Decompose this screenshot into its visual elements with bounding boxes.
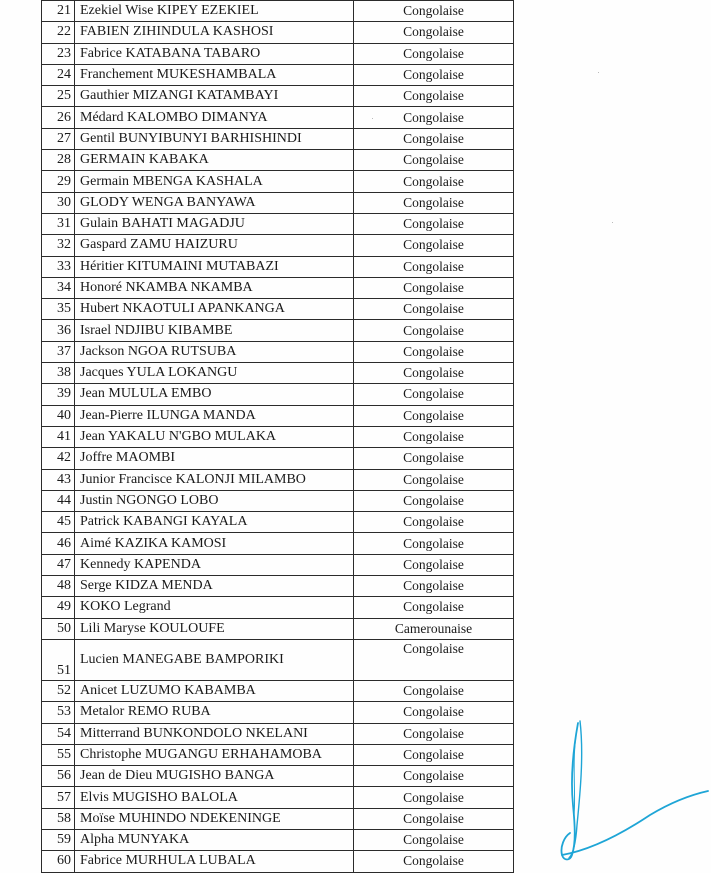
person-name: Serge KIDZA MENDA xyxy=(75,576,354,597)
nationality: Congolaise xyxy=(354,766,514,787)
table-row xyxy=(42,680,514,701)
table-row xyxy=(42,744,514,765)
row-number: 22 xyxy=(42,22,75,43)
nationality: Congolaise xyxy=(354,680,514,701)
person-name: Joffre MAOMBI xyxy=(75,448,354,469)
table-row xyxy=(42,723,514,744)
table-row xyxy=(42,808,514,829)
person-name: Germain MBENGA KASHALA xyxy=(75,171,354,192)
nationality: Congolaise xyxy=(354,469,514,490)
person-name: GLODY WENGA BANYAWA xyxy=(75,192,354,213)
row-number: 50 xyxy=(42,618,75,639)
table-row xyxy=(42,107,514,128)
table-row xyxy=(42,192,514,213)
nationality: Camerounaise xyxy=(354,618,514,639)
person-name: Christophe MUGANGU ERHAHAMOBA xyxy=(75,744,354,765)
person-name: Ezekiel Wise KIPEY EZEKIEL xyxy=(75,1,354,22)
nationality: Congolaise xyxy=(354,787,514,808)
row-number: 30 xyxy=(42,192,75,213)
table-row xyxy=(42,150,514,171)
person-name: Anicet LUZUMO KABAMBA xyxy=(75,680,354,701)
row-number: 29 xyxy=(42,171,75,192)
nationality: Congolaise xyxy=(354,702,514,723)
signature-icon xyxy=(550,715,710,865)
person-name: Mitterrand BUNKONDOLO NKELANI xyxy=(75,723,354,744)
row-number: 55 xyxy=(42,744,75,765)
row-number: 45 xyxy=(42,512,75,533)
person-name: Honoré NKAMBA NKAMBA xyxy=(75,277,354,298)
table-row xyxy=(42,43,514,64)
row-number: 52 xyxy=(42,680,75,701)
nationality: Congolaise xyxy=(354,22,514,43)
person-name: GERMAIN KABAKA xyxy=(75,150,354,171)
row-number: 39 xyxy=(42,384,75,405)
person-name: Lili Maryse KOULOUFE xyxy=(75,618,354,639)
row-number: 23 xyxy=(42,43,75,64)
table-row xyxy=(42,64,514,85)
person-name: Aimé KAZIKA KAMOSI xyxy=(75,533,354,554)
nationality: Congolaise xyxy=(354,256,514,277)
table-row xyxy=(42,766,514,787)
nationality: Congolaise xyxy=(354,341,514,362)
table-row xyxy=(42,86,514,107)
row-number: 46 xyxy=(42,533,75,554)
table-row xyxy=(42,533,514,554)
table-row xyxy=(42,277,514,298)
nationality: Congolaise xyxy=(354,1,514,22)
person-name: Gauthier MIZANGI KATAMBAYI xyxy=(75,86,354,107)
row-number: 37 xyxy=(42,341,75,362)
nationality: Congolaise xyxy=(354,107,514,128)
table-row xyxy=(42,128,514,149)
nationality: Congolaise xyxy=(354,384,514,405)
row-number: 24 xyxy=(42,64,75,85)
nationality: Congolaise xyxy=(354,363,514,384)
nationality: Congolaise xyxy=(354,512,514,533)
table-row xyxy=(42,341,514,362)
roster-body xyxy=(42,1,514,873)
nationality: Congolaise xyxy=(354,554,514,575)
table-row xyxy=(42,405,514,426)
nationality: Congolaise xyxy=(354,171,514,192)
nationality: Congolaise xyxy=(354,851,514,872)
nationality: Congolaise xyxy=(354,320,514,341)
table-row xyxy=(42,829,514,850)
row-number: 21 xyxy=(42,1,75,22)
nationality: Congolaise xyxy=(354,235,514,256)
row-number: 59 xyxy=(42,829,75,850)
roster-table xyxy=(41,0,514,873)
person-name: Hubert NKAOTULI APANKANGA xyxy=(75,299,354,320)
nationality: Congolaise xyxy=(354,744,514,765)
nationality: Congolaise xyxy=(354,426,514,447)
row-number: 56 xyxy=(42,766,75,787)
person-name: KOKO Legrand xyxy=(75,597,354,618)
table-row xyxy=(42,256,514,277)
table-row xyxy=(42,384,514,405)
table-row xyxy=(42,22,514,43)
row-number: 27 xyxy=(42,128,75,149)
table-row xyxy=(42,702,514,723)
row-number: 51 xyxy=(42,639,75,680)
row-number: 38 xyxy=(42,363,75,384)
row-number: 49 xyxy=(42,597,75,618)
table-row xyxy=(42,1,514,22)
table-row xyxy=(42,597,514,618)
row-number: 42 xyxy=(42,448,75,469)
row-number: 35 xyxy=(42,299,75,320)
person-name: Justin NGONGO LOBO xyxy=(75,490,354,511)
table-row xyxy=(42,512,514,533)
nationality: Congolaise xyxy=(354,192,514,213)
person-name: Kennedy KAPENDA xyxy=(75,554,354,575)
person-name: Junior Francisce KALONJI MILAMBO xyxy=(75,469,354,490)
row-number: 28 xyxy=(42,150,75,171)
person-name: Elvis MUGISHO BALOLA xyxy=(75,787,354,808)
nationality: Congolaise xyxy=(354,64,514,85)
person-name: Fabrice MURHULA LUBALA xyxy=(75,851,354,872)
nationality: Congolaise xyxy=(354,533,514,554)
table-row xyxy=(42,320,514,341)
person-name: Jean MULULA EMBO xyxy=(75,384,354,405)
row-number: 48 xyxy=(42,576,75,597)
table-row xyxy=(42,213,514,234)
row-number: 40 xyxy=(42,405,75,426)
person-name: Franchement MUKESHAMBALA xyxy=(75,64,354,85)
nationality: Congolaise xyxy=(354,86,514,107)
nationality: Congolaise xyxy=(354,448,514,469)
person-name: Gaspard ZAMU HAIZURU xyxy=(75,235,354,256)
person-name: Médard KALOMBO DIMANYA xyxy=(75,107,354,128)
table-row xyxy=(42,448,514,469)
table-row xyxy=(42,171,514,192)
person-name: Moïse MUHINDO NDEKENINGE xyxy=(75,808,354,829)
table-row xyxy=(42,490,514,511)
row-number: 31 xyxy=(42,213,75,234)
nationality: Congolaise xyxy=(354,213,514,234)
person-name: Metalor REMO RUBA xyxy=(75,702,354,723)
nationality: Congolaise xyxy=(354,639,514,680)
row-number: 33 xyxy=(42,256,75,277)
person-name: Jacques YULA LOKANGU xyxy=(75,363,354,384)
row-number: 58 xyxy=(42,808,75,829)
row-number: 57 xyxy=(42,787,75,808)
person-name: Jean-Pierre ILUNGA MANDA xyxy=(75,405,354,426)
scan-speck xyxy=(598,72,599,73)
scan-speck xyxy=(372,118,373,119)
row-number: 54 xyxy=(42,723,75,744)
nationality: Congolaise xyxy=(354,405,514,426)
person-name: Héritier KITUMAINI MUTABAZI xyxy=(75,256,354,277)
table-row xyxy=(42,576,514,597)
nationality: Congolaise xyxy=(354,299,514,320)
row-number: 43 xyxy=(42,469,75,490)
person-name: Fabrice KATABANA TABARO xyxy=(75,43,354,64)
row-number: 25 xyxy=(42,86,75,107)
nationality: Congolaise xyxy=(354,150,514,171)
nationality: Congolaise xyxy=(354,43,514,64)
person-name: Gentil BUNYIBUNYI BARHISHINDI xyxy=(75,128,354,149)
table-row xyxy=(42,639,514,680)
nationality: Congolaise xyxy=(354,829,514,850)
nationality: Congolaise xyxy=(354,597,514,618)
table-row xyxy=(42,235,514,256)
nationality: Congolaise xyxy=(354,128,514,149)
row-number: 32 xyxy=(42,235,75,256)
table-row xyxy=(42,469,514,490)
table-row xyxy=(42,299,514,320)
row-number: 36 xyxy=(42,320,75,341)
nationality: Congolaise xyxy=(354,723,514,744)
row-number: 34 xyxy=(42,277,75,298)
nationality: Congolaise xyxy=(354,808,514,829)
nationality: Congolaise xyxy=(354,490,514,511)
row-number: 26 xyxy=(42,107,75,128)
person-name: Israel NDJIBU KIBAMBE xyxy=(75,320,354,341)
table-row xyxy=(42,363,514,384)
person-name: Jackson NGOA RUTSUBA xyxy=(75,341,354,362)
nationality: Congolaise xyxy=(354,576,514,597)
person-name: Jean de Dieu MUGISHO BANGA xyxy=(75,766,354,787)
person-name: FABIEN ZIHINDULA KASHOSI xyxy=(75,22,354,43)
person-name: Jean YAKALU N'GBO MULAKA xyxy=(75,426,354,447)
table-row xyxy=(42,426,514,447)
row-number: 60 xyxy=(42,851,75,872)
table-row xyxy=(42,554,514,575)
person-name: Patrick KABANGI KAYALA xyxy=(75,512,354,533)
person-name: Gulain BAHATI MAGADJU xyxy=(75,213,354,234)
person-name: Alpha MUNYAKA xyxy=(75,829,354,850)
table-row xyxy=(42,787,514,808)
scan-speck xyxy=(612,222,613,223)
table-row xyxy=(42,618,514,639)
person-name: Lucien MANEGABE BAMPORIKI xyxy=(75,639,354,680)
row-number: 47 xyxy=(42,554,75,575)
nationality: Congolaise xyxy=(354,277,514,298)
row-number: 53 xyxy=(42,702,75,723)
row-number: 41 xyxy=(42,426,75,447)
row-number: 44 xyxy=(42,490,75,511)
